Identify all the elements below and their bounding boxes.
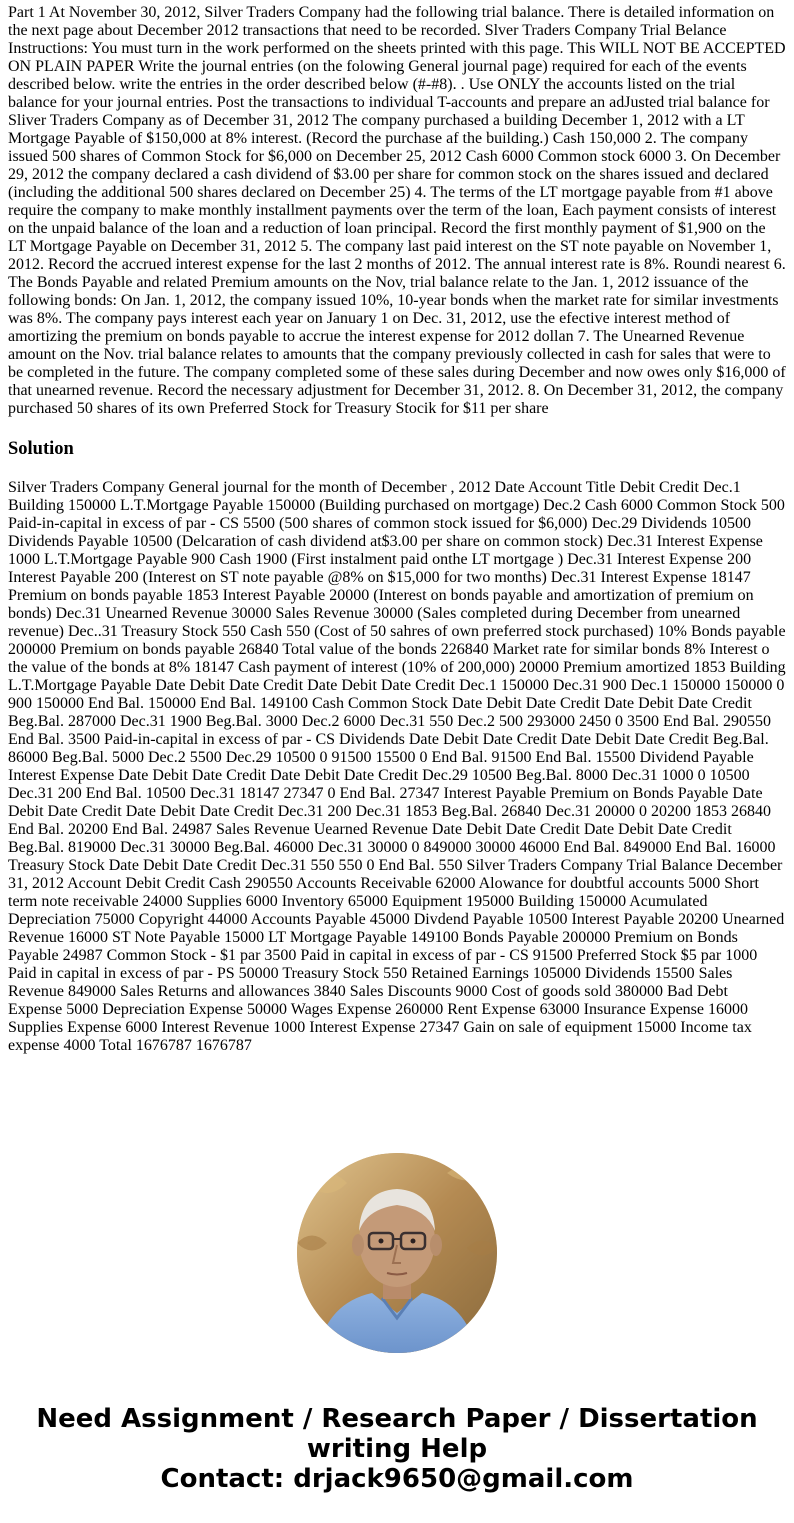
banner-line-2: writing Help <box>306 1434 488 1464</box>
solution-text: Silver Traders Company General journal for the month of December , 2012 Date Account Title Debit Credit Dec.1 Building 150000 L.T.Mortgage Payable 150000 (Building purchased on mortgage) Dec.2 Cash 6000 Common Stock 500 Paid-in-capital in excess of par - CS 5500 (500 shares of common stock issued for $6,000) Dec.29 Dividends 10500 Dividends Payable 10500 (Delcaration of cash dividend at$3.00 per share on common stock) Dec.31 Interest Expense 1000 L.T.Mortgage Payable 900 Cash 1900 (First instalment paid onthe LT mortgage ) Dec.31 Interest Expense 200 Interest Payable 200 (Interest on ST note payable @8% on $15,000 for two months) Dec.31 Interest Expense 18147 Premium on bonds payable 1853 Interest Payable 20000 (Interest on bonds payable and amortization of premium on bonds) Dec.31 Unearned Revenue 30000 Sales Revenue 30000 (Sales completed during December from unearned revenue) Dec..31 Treasury Stock 550 Cash 550 (Cost of 50 sahres of own preferred stock purchased) 10% Bonds payable 200000 Premium on bonds payable 26840 Total value of the bonds 226840 Market rate for similar bonds 8% Interest o the value of the bonds at 8% 18147 Cash payment of interest (10% of 200,000) 20000 Premium amortized 1853 Building L.T.Mortgage Payable Date Debit Date Credit Date Debit Date Credit Dec.1 150000 Dec.31 900 Dec.1 150000 150000 0 900 150000 End Bal. 150000 End Bal. 149100 Cash Common Stock Date Debit Date Credit Date Debit Date Credit Beg.Bal. 287000 Dec.31 1900 Beg.Bal. 3000 Dec.2 6000 Dec.31 550 Dec.2 500 293000 2450 0 3500 End Bal. 290550 End Bal. 3500 Paid-in-capital in excess of par - CS Dividends Date Debit Date Credit Date Debit Date Credit Beg.Bal. 86000 Beg.Bal. 5000 Dec.2 5500 Dec.29 10500 0 91500 15500 0 End Bal. 91500 End Bal. 15500 Dividend Payable Interest Expense Date Debit Date Credit Date Debit Date Credit Dec.29 10500 Beg.Bal. 8000 Dec.31 1000 0 10500 Dec.31 200 End Bal. 10500 Dec.31 18147 27347 0 End Bal. 27347 Interest Payable Premium on Bonds Payable Date Debit Date Credit Date Debit Date Credit Dec.31 200 Dec.31 1853 Beg.Bal. 26840 Dec.31 20000 0 20200 1853 26840 End Bal. 20200 End Bal. 24987 Sales Revenue Uearned Revenue Date Debit Date Credit Date Debit Date Credit Beg.Bal. 819000 Dec.31 30000 Beg.Bal. 46000 Dec.31 30000 0 849000 30000 46000 End Bal. 849000 End Bal. 16000 Treasury Stock Date Debit Date Credit Dec.31 550 550 0 End Bal. 550 Silver Traders Company Trial Balance December 31, 2012 Account Debit Credit Cash 290550 Accounts Receivable 62000 Alowance for doubtful accounts 5000 Short term note receivable 24000 Supplies 6000 Inventory 65000 Equipment 195000 Building 150000 Acumulated Depreciation 75000 Copyright 44000 Accounts Payable 45000 Divdend Payable 10500 Interest Payable 20200 Unearned Revenue 16000 ST Note Payable 15000 LT Mortgage Payable 149100 Bonds Payable 200000 Premium on Bonds Payable 24987 Common Stock - $1 par 3500 Paid in capital in excess of par - CS 91500 Preferred Stock $5 par 1000 Paid in capital in excess of par - PS 50000 Treasury Stock 550 Retained Earnings 105000 Dividends 15500 Sales Revenue 849000 Sales Returns and allowances 3840 Sales Discounts 9000 Cost of goods sold 380000 Bad Debt Expense 5000 Depreciation Expense 50000 Wages Expense 260000 Rent Expense 63000 Insurance Expense 16000 Supplies Expense 6000 Interest Revenue 1000 Interest Expense 27347 Gain on sale of equipment 15000 Income tax expense 4000 Total 1676787 1676787 <box>8 479 786 1054</box>
banner-line-1: Need Assignment / Research Paper / Dissertation <box>36 1404 758 1434</box>
question-text: Part 1 At November 30, 2012, Silver Traders Company had the following trial balance. There is detailed information on the next page about December 2012 transactions that need to be recorded. Slver Traders Company Trial Belance Instructions: You must turn in the work performed on the sheets printed with this page. This WILL NOT BE ACCEPTED ON PLAIN PAPER Write the journal entries (on the folowing General journal page) required for each of the events described below. write the entries in the order described below (#-#8). . Use ONLY the accounts listed on the trial balance for your journal entries. Post the transactions to individual T-accounts and prepare an adJusted trial balance for Sliver Traders Company as of December 31, 2012 The company purchased a building December 1, 2012 with a LT Mortgage Payable of $150,000 at 8% interest. (Record the purchase af the building.) Cash 150,000 2. The company issued 500 shares of Common Stock for $6,000 on December 25, 2012 Cash 6000 Common stock 6000 3. On December 29, 2012 the company declared a cash dividend of $3.00 per share for common stock on the shares issued and declared (including the additional 500 shares declared on December 25) 4. The terms of the LT mortgage payable from #1 above require the company to make monthly installment payments over the term of the loan, Each payment consists of interest on the unpaid balance of the loan and a reduction of loan principal. Record the first monthly payment of $1,900 on the LT Mortgage Payable on December 31, 2012 5. The company last paid interest on the ST note payable on November 1, 2012. Record the accrued interest expense for the last 2 months of 2012. The annual interest rate is 8%. Roundi nearest 6. The Bonds Payable and related Premium amounts on the Nov, trial balance relate to the Jan. 1, 2012 issuance of the following bonds: On Jan. 1, 2012, the company issued 10%, 10-year bonds when the market rate for similar investments was 8%. The company pays interest each year on January 1 on Dec. 31, 2012, use the efective interest method of amortizing the premium on bonds payable to accrue the interest expense for 2012 dollan 7. The Unearned Revenue amount on the Nov. trial balance relates to amounts that the company previously collected in cash for sales that were to be completed in the future. The company completed some of these sales during December and now owes only $16,000 of that unearned revenue. Record the necessary adjustment for December 31, 2012. 8. On December 31, 2012, the company purchased 50 shares of its own Preferred Stock for Treasury Stocik for $11 per share <box>8 4 786 417</box>
author-photo <box>297 1153 497 1353</box>
contact-banner <box>0 1404 794 1494</box>
solution-heading: Solution <box>8 439 74 459</box>
contact-email[interactable]: Contact: drjack9650@gmail.com <box>160 1464 634 1494</box>
author-avatar <box>297 1153 497 1353</box>
